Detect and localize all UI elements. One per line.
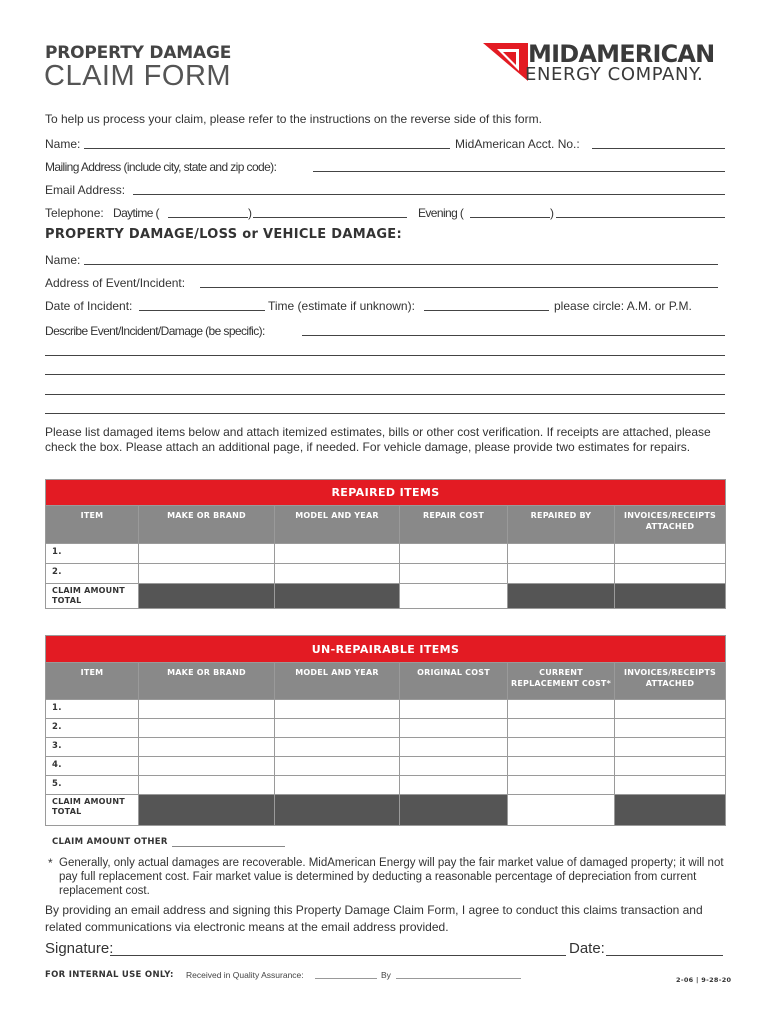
shaded-cell (275, 795, 400, 826)
table-cell[interactable] (508, 738, 615, 757)
total-label-line1: CLAIM AMOUNT (52, 586, 125, 595)
unrepairable-items-table (45, 635, 726, 826)
repaired-table-title: REPAIRED ITEMS (46, 480, 726, 506)
total-label (46, 795, 139, 826)
describe-label: Describe Event/Incident/Damage (be specific): (45, 324, 265, 338)
table-cell[interactable] (615, 564, 726, 584)
list-instructions: Please list damaged items below and attach itemized estimates, bills or other cost verification. If receipts are attached, please check the box. Please attach an additional page, if needed. For vehicle damage, please provide two estimates for repairs. (45, 425, 711, 454)
signature-field[interactable] (110, 955, 566, 956)
table-cell[interactable] (275, 719, 400, 738)
evening-area-field[interactable] (470, 217, 550, 218)
describe-field-2[interactable] (45, 355, 725, 356)
table-cell[interactable] (139, 776, 275, 795)
section-title: PROPERTY DAMAGE/LOSS or VEHICLE DAMAGE: (45, 227, 402, 242)
describe-field-1[interactable] (302, 335, 725, 336)
date-label: Date: (569, 940, 605, 957)
table-cell[interactable] (400, 544, 508, 564)
table-cell[interactable] (508, 776, 615, 795)
total-label-line2: TOTAL (52, 596, 82, 605)
repaired-items-table (45, 479, 726, 609)
mailing-label: Mailing Address (include city, state and zip code): (45, 160, 277, 174)
table-cell[interactable] (615, 719, 726, 738)
form-title-line2: CLAIM FORM (44, 60, 232, 92)
col-header-model: MODEL AND YEAR (275, 506, 400, 544)
col-header-replacement-cost: CURRENT REPLACEMENT COST* (508, 663, 615, 700)
logo-text-line1: MIDAMERICAN (528, 40, 715, 68)
col-header-make: MAKE OR BRAND (139, 506, 275, 544)
incident-name-label: Name: (45, 253, 81, 267)
incident-name-field[interactable] (84, 264, 718, 265)
incident-address-label: Address of Event/Incident: (45, 276, 186, 290)
col-header-model: MODEL AND YEAR (275, 663, 400, 700)
shaded-cell (615, 584, 726, 609)
shaded-cell (615, 795, 726, 826)
table-cell[interactable] (400, 757, 508, 776)
table-cell[interactable] (508, 757, 615, 776)
email-label: Email Address: (45, 183, 126, 197)
daytime-number-field[interactable] (253, 217, 407, 218)
table-cell[interactable] (508, 719, 615, 738)
row-label: 5. (46, 776, 139, 795)
col-header-invoices: INVOICES/RECEIPTS ATTACHED (615, 506, 726, 544)
table-cell[interactable] (615, 738, 726, 757)
logo-text-line2: ENERGY COMPANY. (525, 64, 704, 85)
incident-time-label: Time (estimate if unknown): (268, 299, 415, 313)
describe-field-3[interactable] (45, 374, 725, 375)
table-cell[interactable] (139, 544, 275, 564)
row-label: 1. (46, 700, 139, 719)
telephone-label: Telephone: (45, 206, 104, 220)
am-pm-label: please circle: A.M. or P.M. (554, 299, 692, 313)
total-label-line1: CLAIM AMOUNT (52, 797, 125, 806)
claimant-name-field[interactable] (84, 148, 450, 149)
claimant-name-label: Name: (45, 137, 81, 151)
by-label: By (381, 970, 391, 980)
table-cell[interactable] (615, 700, 726, 719)
table-cell[interactable] (615, 776, 726, 795)
acct-label: MidAmerican Acct. No.: (455, 137, 580, 151)
company-logo (483, 40, 728, 89)
table-cell[interactable] (275, 757, 400, 776)
row-label: 4. (46, 757, 139, 776)
shaded-cell (400, 795, 508, 826)
table-cell[interactable] (508, 700, 615, 719)
incident-time-field[interactable] (424, 310, 549, 311)
col-header-invoices: INVOICES/RECEIPTS ATTACHED (615, 663, 726, 700)
received-qa-field[interactable] (315, 978, 377, 979)
claim-other-label: CLAIM AMOUNT OTHER (52, 837, 168, 847)
internal-use-label: FOR INTERNAL USE ONLY: (45, 970, 174, 980)
incident-date-field[interactable] (139, 310, 265, 311)
footnote-text: Generally, only actual damages are recoverable. MidAmerican Energy will pay the fair market value of damaged property; it will not pay full replacement cost. Fair market value is determined by deducting a reasonable percentage of depreciation from current replacement cost. (59, 857, 724, 897)
col-header-item: ITEM (46, 663, 139, 700)
consent-text: By providing an email address and signing this Property Damage Claim Form, I agree to conduct this claims transaction and related communications via electronic means at the email address provided. (45, 903, 703, 934)
table-cell[interactable] (139, 719, 275, 738)
shaded-cell (139, 584, 275, 609)
signature-label: Signature: (45, 940, 114, 957)
row-label: 1. (46, 544, 139, 564)
mailing-field[interactable] (313, 171, 725, 172)
row-label: 2. (46, 719, 139, 738)
logo-mark-icon (483, 43, 528, 81)
table-cell[interactable] (139, 757, 275, 776)
daytime-paren: ) (248, 206, 252, 220)
table-cell[interactable] (400, 719, 508, 738)
table-cell[interactable] (615, 544, 726, 564)
table-cell[interactable] (400, 700, 508, 719)
col-header-repair-cost: REPAIR COST (400, 506, 508, 544)
total-label-line2: TOTAL (52, 807, 82, 816)
unrepairable-table-title: UN-REPAIRABLE ITEMS (46, 636, 726, 663)
total-label (46, 584, 139, 609)
col-header-repaired-by: REPAIRED BY (508, 506, 615, 544)
daytime-label: Daytime ( (113, 206, 159, 220)
replacement-cost-total-cell[interactable] (508, 795, 615, 826)
footnote-star: * (48, 856, 53, 870)
incident-date-label: Date of Incident: (45, 299, 133, 313)
email-field[interactable] (133, 194, 725, 195)
table-cell[interactable] (139, 700, 275, 719)
form-code: 2-06 | 9-28-20 (676, 976, 732, 984)
table-cell[interactable] (508, 544, 615, 564)
describe-field-5[interactable] (45, 413, 725, 414)
table-cell[interactable] (275, 776, 400, 795)
daytime-area-field[interactable] (168, 217, 248, 218)
acct-field[interactable] (592, 148, 725, 149)
table-cell[interactable] (275, 700, 400, 719)
table-cell[interactable] (139, 738, 275, 757)
table-cell[interactable] (400, 776, 508, 795)
shaded-cell (275, 584, 400, 609)
row-label: 3. (46, 738, 139, 757)
evening-number-field[interactable] (556, 217, 725, 218)
evening-paren: ) (550, 206, 554, 220)
col-header-original-cost: ORIGINAL COST (400, 663, 508, 700)
date-field[interactable] (606, 955, 723, 956)
table-cell[interactable] (400, 738, 508, 757)
table-cell[interactable] (508, 564, 615, 584)
table-cell[interactable] (139, 564, 275, 584)
table-cell[interactable] (275, 544, 400, 564)
received-qa-label: Received in Quality Assurance: (186, 970, 304, 980)
shaded-cell (139, 795, 275, 826)
repair-cost-total-cell[interactable] (400, 584, 508, 609)
describe-field-4[interactable] (45, 394, 725, 395)
table-cell[interactable] (275, 564, 400, 584)
table-cell[interactable] (615, 757, 726, 776)
col-header-make: MAKE OR BRAND (139, 663, 275, 700)
col-header-item: ITEM (46, 506, 139, 544)
claim-other-field[interactable] (172, 846, 285, 847)
table-cell[interactable] (400, 564, 508, 584)
by-field[interactable] (396, 978, 521, 979)
shaded-cell (508, 584, 615, 609)
evening-label: Evening ( (418, 206, 464, 220)
incident-address-field[interactable] (200, 287, 718, 288)
table-cell[interactable] (275, 738, 400, 757)
row-label: 2. (46, 564, 139, 584)
form-title-line1: PROPERTY DAMAGE (45, 43, 232, 63)
intro-text: To help us process your claim, please refer to the instructions on the reverse side of this form. (45, 112, 542, 126)
